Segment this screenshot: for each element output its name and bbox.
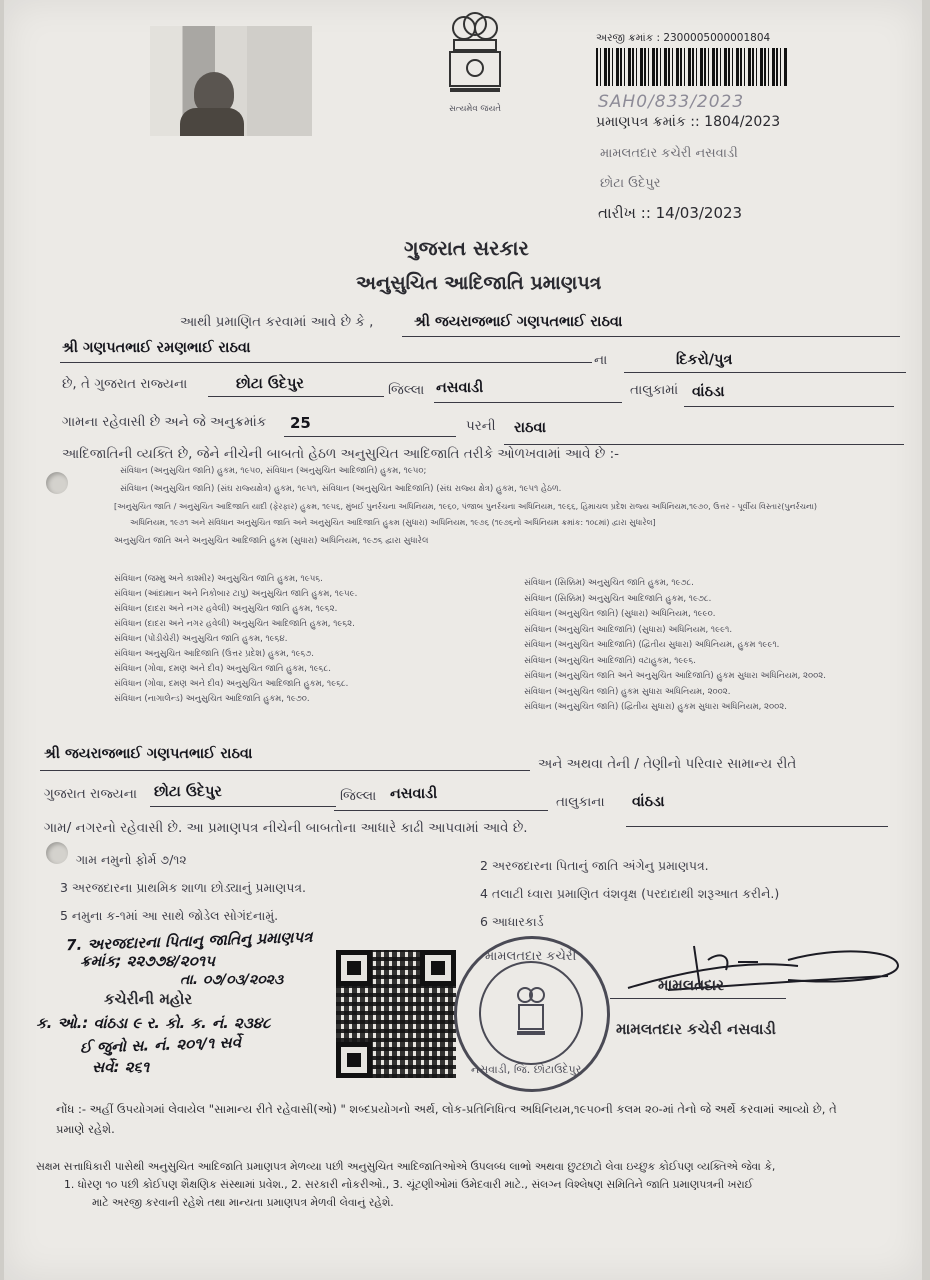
government-title: ગુજરાત સરકાર [404,236,529,260]
applicant-photo [150,26,312,136]
certificate-number: પ્રમાણપત્ર ક્રમાંક :: 1804/2023 [596,114,781,130]
handwritten-line: સર્વે: ૨૬૧ [92,1058,150,1076]
district-value-2: છોટા ઉદેપુર [154,784,222,800]
stamp-emblem-icon [511,983,551,1039]
order-right-item: સંવિધાન (અનુસુચિત આદિજાતિ) (સુધારા) અધિનિયમ, ૧૯૯૧. [524,624,733,635]
order-right-item: સંવિધાન (અનુસુચિત આદિજાતિ) (દ્વિતીય સુધારા) અધિનિયમ, હુકમ ૧૯૯૧. [524,640,780,650]
state-label-2: ગુજરાત રાજ્યના [44,786,138,802]
emblem-caption: સત્યમેવ જયતે [449,104,502,114]
applicant-name: શ્રી જયરાજભાઈ ગણપતભાઈ રાઠવા [414,314,623,330]
signature-icon [608,940,908,1000]
footer-line: 1. ધોરણ ૧૦ પછી કોઈપણ શૈક્ષણિક સંસ્થામાં પ્રવેશ., 2. સરકારી નોકરીઓ., 3. ચૂંટણીઓમાં ઉમેદવારી માટે., સંલગ્ન વિશ્લેષણ સમિતિને જાતિ પ્રમાણપત્રની ખરાઈ [64,1178,753,1191]
order-left-item: સંવિધાન (જમ્મુ અને કાશ્મીર) અનુસુચિત જાતિ હુકમ, ૧૯૫૬. [114,574,323,584]
certificate-sheet [4,0,922,1280]
note-line: પ્રમાણે રહેશે. [56,1122,115,1136]
father-name: શ્રી ગણપતભાઈ રમણભાઈ રાઠવા [62,340,251,356]
serial-number: 25 [290,414,311,432]
par-label: પરની [466,418,496,434]
punch-hole [46,842,68,864]
handwritten-ref: SAH0/833/2023 [598,92,745,112]
order-line: અનુસુચિત જાતિ અને અનુસુચિત આદિજાતિ હુકમ (સુધારા) અધિનિયમ, ૧૯૭૬ દ્વારા સુધારેલ [114,536,429,546]
order-line: સંવિધાન (અનુસુચિત જાતિ) (સંઘ રાજ્યક્ષેત્ર) હુકમ, ૧૯૫૧, સંવિધાન (અનુસુચિત આદિજાતિ) (સંઘ રાજ્ય ક્ષેત્ર) હુકમ, ૧૯૫૧ હેઠળ. [120,484,562,494]
order-right-item: સંવિધાન (સિક્કિમ) અનુસુચિત આદિજાતિ હુકમ, ૧૯૭૮. [524,593,712,604]
order-left-item: સંવિધાન અનુસુચિત આદિજાતિ (ઉત્તર પ્રદેશ) હુકમ, ૧૯૬૭. [114,649,315,659]
district2-underline [150,806,336,807]
photo-body [180,108,244,136]
order-line: અધિનિયમ, ૧૯૭૧ અને સંવિધાન અનુસુચિત જાતિ અને અનુસુચિત આદિજાતિ હુકમ (સુધારા) અધિનિયમ, ૧૯૭૬ (૧૯૭૬નો અધિનિયમ ક્રમાંક: ૧૦૮માં) દ્વારા સુધારેલ] [130,518,656,527]
stamp-top-text: મામલતદાર કચેરી [485,949,577,964]
footer-line: સક્ષમ સત્તાધિકારી પાસેથી અનુસુચિત આદિજાતિ પ્રમાણપત્ર મેળવ્યા પછી અનુસુચિત આદિજાતિઓએ ઉપલબ્ધ લાભો અથવા છુટછાટો લેવા ઇચ્છુક કોઈપણ વ્યક્તિએ જેવા કે, [36,1160,776,1173]
serial-underline [284,436,456,437]
document-item: 4 તલાટી ધ્વારા પ્રમાણિત વંશવૃક્ષ (પરદાદાથી શરૂઆત કરીને.) [480,886,780,901]
order-left-item: સંવિધાન (પોંડીચેરી) અનુસુચિત જાતિ હુકમ, ૧૯૬૪. [114,634,288,644]
district-label-2: જિલ્લા [340,788,377,804]
taluka-value: નસવાડી [436,380,484,396]
order-left-item: સંવિધાન (આંદામાન અને નિકોબાર ટાપુ) અનુસુચિત જાતિ હુકમ, ૧૯૫૯. [114,589,358,599]
village2-underline [626,826,888,827]
order-right-item: સંવિધાન (અનુસુચિત જાતિ) (સુધારા) અધિનિયમ, ૧૯૯૦. [524,609,716,619]
tribe-value: રાઠવા [514,420,547,436]
state-label: છે, તે ગુજરાત રાજ્યના [62,376,188,392]
office-seal-label: કચેરીની મહોર [104,990,193,1008]
of-label: ના [594,352,608,368]
father-underline [60,362,592,363]
relation: દિકરો/પુત્ર [676,352,733,368]
handwritten-line: ઈ જુનો સ. નં. ૨૦૧/૧ સર્વે [79,1033,242,1057]
issue-date: તારીખ :: 14/03/2023 [598,204,743,222]
taluka-value-2: નસવાડી [390,786,438,802]
taluka-label-2: તાલુકાના [556,794,605,810]
qr-finder [336,1042,372,1078]
applicant-name-2: શ્રી જયરાજભાઈ ગણપતભાઈ રાઠવા [44,746,253,762]
order-right-item: સંવિધાન (અનુસુચિત જાતિ) (દ્વિતીય સુધારા) હુકમ સુધારા અધિનિયમ, ૨૦૦૨. [524,702,787,712]
name2-underline [40,770,530,771]
handwritten-line: ક. ઓ.: વાંઠડા ૯ ર. કો. ક. નં. ૨૩૪૮ [36,1014,271,1032]
qr-finder [336,950,372,986]
order-left-item: સંવિધાન (દાદરા અને નગર હવેલી) અનુસુચિત જાતિ હુકમ, ૧૯૬૨. [114,604,338,614]
relation-underline [624,372,906,373]
signature-line [610,998,786,999]
emblem-icon [440,8,510,100]
village-value-2: વાંઠડા [632,794,665,810]
district-underline [208,396,384,397]
order-left-item: સંવિધાન (ગોવા, દમણ અને દીવ) અનુસુચિત આદિજાતિ હુકમ, ૧૯૬૮. [114,679,349,689]
village-value: વાંઠડા [692,384,725,400]
note-line: નોંધ :- અહીં ઉપયોગમાં લેવાયેલ "સામાન્ય રીતે રહેવાસી(ઓ) " શબ્દપ્રયોગનો અર્થ, લોક-પ્રતિનિધિત્વ અધિનિયમ,૧૯૫૦ની કલમ ૨૦-માં તેનો જે અર્થે કરવામાં આવ્યો છે, તે [56,1102,837,1116]
footer-line: માટે અરજી કરવાની રહેશે તથા માન્યતા પ્રમાણપત્ર મેળવી લેવાનું રહેશે. [92,1196,394,1209]
order-right-item: સંવિધાન (અનુસુચિત જાતિ) હુકમ સુધારા અધિનિયમ, ૨૦૦૨. [524,686,731,697]
orders-right-column [524,578,826,718]
official-stamp [454,936,610,1092]
national-emblem [440,8,510,104]
resident-text: ગામના રહેવાસી છે અને જે અનુક્રમાંક [62,414,267,430]
document-item: ગામ નમુનો ફોર્મ ૭/૧૨ [76,852,187,867]
order-line: [અનુસુચિત જાતિ / અનુસુચિત આદિજાતિ યાદી (ફેરફાર) હુકમ, ૧૯૫૬, મુંબઈ પુનર્રચના અધિનિયમ, ૧૯૬૦, પંજાબ પુનર્રચના અધિનિયમ, ૧૯૬૬, હિમાચલ પ્રદેશ રાજ્ય અધિનિયમ,૧૯૭૦, ઉત્તર - પૂર્વીય વિસ્તાર(પુનર્રચના) [114,502,818,511]
taluka-underline [434,402,622,403]
order-left-item: સંવિધાન (દાદરા અને નગર હવેલી) અનુસુચિત આદિજાતિ હુકમ, ૧૯૬૨. [114,619,355,629]
certificate-title: અનુસુચિત આદિજાતિ પ્રમાણપત્ર [356,272,602,294]
order-right-item: સંવિધાન (અનુસુચિત આદિજાતિ) વટાહુકમ, ૧૯૯૬. [524,655,696,666]
order-line: સંવિધાન (અનુસુચિત જાતિ) હુકમ, ૧૯૫૦, સંવિધાન (અનુસુચિત આદિજાતિ) હુકમ, ૧૯૫૦; [120,466,427,476]
orders-left-column [114,574,357,709]
basis-text: ગામ/ નગરનો રહેવાસી છે. આ પ્રમાણપત્ર નીચેની બાબતોના આધારે કાઢી આપવામાં આવે છે. [44,820,528,836]
punch-hole [46,472,68,494]
stamp-bottom-text: નસવાડી, જિ. છોટાઉદેપુર [471,1063,582,1076]
order-left-item: સંવિધાન (નાગાલેન્ડ) અનુસુચિત આદિજાતિ હુકમ, ૧૯૭૦. [114,694,310,704]
tribe-text: આદિજાતિની વ્યક્તિ છે, જેને નીચેની બાબતો હેઠળ અનુસુચિત આદિજાતિ તરીકે ઓળખવામાં આવે છે :- [62,446,620,462]
signatory-title: મામલતદાર [658,976,724,994]
family-text: અને અથવા તેની / તેણીનો પરિવાર સામાન્ય રીતે [538,756,797,772]
signatory-office: મામલતદાર કચેરી નસવાડી [616,1020,776,1038]
application-id: અરજી ક્રમાંક : 2300005000001804 [596,32,771,44]
handwritten-line: ક્રમાંક; ૨૨૭૭૪/૨૦૧૫ [80,952,215,970]
qr-finder [420,950,456,986]
district-value: છોટા ઉદેપુર [236,376,304,392]
document-item: 2 અરજદારના પિતાનું જાતિ અંગેનુ પ્રમાણપત્ર. [480,858,709,873]
document-item: 3 અરજદારના પ્રાથમિક શાળા છોડ્યાનું પ્રમાણપત્ર. [60,880,307,895]
qr-code [336,950,456,1078]
name-underline [402,336,900,337]
issuing-office: મામલતદાર કચેરી નસવાડી [600,146,738,161]
handwritten-line: તા. ૦૭/૦૩/૨૦૨૩ [180,972,284,988]
taluka2-underline [334,810,548,811]
tribe-underline [504,444,904,445]
issuing-district: છોટા ઉદેપુર [600,176,661,191]
taluka-label: તાલુકામાં [630,382,679,398]
district-label: જિલ્લા [388,382,425,398]
order-right-item: સંવિધાન (અનુસુચિત જાતિ અને અનુસુચિત આદિજાતિ) હુકમ સુધારા અધિનિયમ, ૨૦૦૨. [524,671,826,681]
village-underline [684,406,894,407]
certify-text: આથી પ્રમાણિત કરવામાં આવે છે કે , [180,314,374,330]
barcode [596,48,788,86]
handwritten-line: 7. અરજદારના પિતાનુ જાતિનુ પ્રમાણપત્ર [65,927,313,955]
document-item: 6 આધારકાર્ડ [480,914,544,929]
document-item: 5 નમુના ક-૧માં આ સાથે જોડેલ સોગંદનામું. [60,908,279,923]
order-left-item: સંવિધાન (ગોવા, દમણ અને દીવ) અનુસુચિત જાતિ હુકમ, ૧૯૬૮. [114,664,331,674]
order-right-item: સંવિધાન (સિક્કિમ) અનુસુચિત જાતિ હુકમ, ૧૯૭૮. [524,578,694,588]
